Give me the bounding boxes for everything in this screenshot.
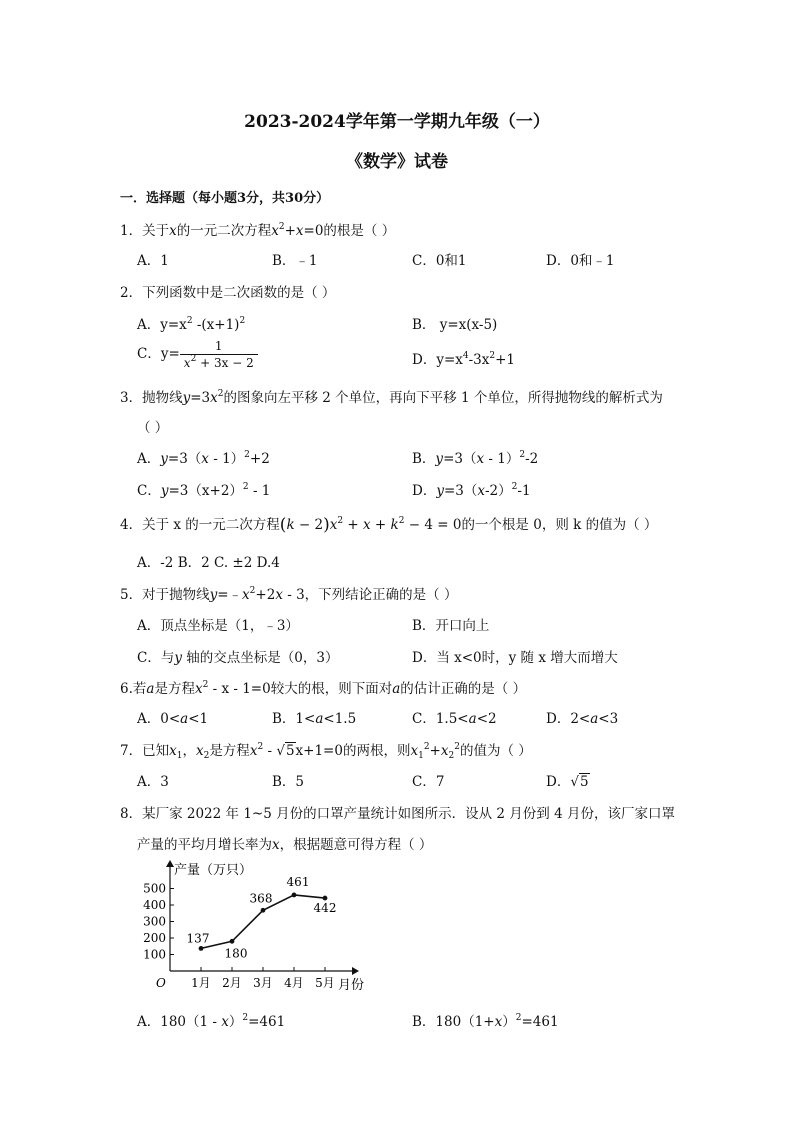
q2-option-a: A．$y=x^2$ $-(x+1)^2$ — [137, 316, 246, 333]
question-3-paren: （ ） — [137, 420, 169, 436]
data-point — [230, 939, 235, 944]
q7-option-b: B．5 — [272, 774, 305, 790]
q6-option-a: A．0<a<1 — [137, 711, 209, 727]
q1-option-d: D．0和﹣1 — [546, 253, 615, 269]
data-label: 180 — [224, 946, 248, 961]
x-tick-label: 3月 — [253, 976, 273, 990]
y-tick-label: 400 — [143, 898, 166, 912]
q1-option-b: B．﹣1 — [272, 253, 318, 269]
q3-option-c: C．$y=3(x+2)^2 - 1$ — [137, 482, 271, 499]
data-label: 368 — [249, 891, 273, 906]
q7-option-a: A．3 — [137, 774, 169, 790]
x-tick-label: 4月 — [284, 976, 304, 990]
question-6: 6.若a是方程$x^2 - x - 1=0$较大的根，则下面对a的估计正确的是（ ） — [120, 680, 527, 697]
data-label: 461 — [286, 874, 310, 889]
q7-option-c: C．7 — [412, 774, 445, 790]
q5-option-a: A．顶点坐标是（1，﹣3） — [137, 618, 299, 634]
y-tick-label: 200 — [143, 931, 166, 945]
q1-option-a: A．1 — [137, 253, 169, 269]
data-point — [323, 896, 328, 901]
question-8-line2: 产量的平均月增长率为x，根据题意可得方程（ ） — [137, 837, 433, 853]
q3-option-d: D．$y=3(x-2)^2-1$ — [412, 482, 531, 499]
q8-option-a: A．180（1 - x）$^2$=461 — [137, 1013, 286, 1030]
y-tick-label: 500 — [143, 881, 166, 896]
data-point — [261, 908, 266, 913]
data-point — [292, 893, 297, 898]
question-5: 5．对于抛物线$y=﹣x^2+2x - 3$，下列结论正确的是（ ） — [120, 586, 458, 603]
x-tick-label: 5月 — [315, 976, 335, 990]
y-tick-label: 100 — [143, 947, 166, 962]
q5-option-c: C．与y 轴的交点坐标是（0，3） — [137, 650, 339, 666]
x-tick-label: 2月 — [222, 976, 242, 990]
x-axis-label: 月份 — [338, 978, 365, 993]
data-label: 442 — [313, 901, 337, 916]
question-3: 3．抛物线$y=3x^2$的图象向左平移 2 个单位，再向下平移 1 个单位，所得抛物线的解析式为 — [120, 389, 663, 406]
data-label: 137 — [186, 931, 210, 946]
data-point — [199, 946, 204, 951]
question-1: 1．关于x的一元二次方程$x^2+x=0$的根是（ ） — [120, 222, 396, 239]
q8-option-b: B．$180(1+x)^2=461$ — [412, 1013, 559, 1030]
origin-label: O — [156, 976, 166, 990]
q2-option-b: B． y=x(x-5) — [412, 317, 498, 333]
q3-option-b: B．y=3（x - 1）$^2$-2 — [412, 450, 539, 467]
question-2: 2．下列函数中是二次函数的是（ ） — [120, 285, 336, 301]
y-axis-arrow — [166, 860, 174, 867]
fraction: $\frac{1}{x^2 + 3x - 2}$ — [180, 338, 258, 371]
question-8-line1: 8．某厂家 2022 年 1~5 月份的口罩产量统计如图所示．设从 2 月份到 4 月份，该厂家口罩 — [120, 806, 675, 822]
exam-subtitle: 《数学》试卷 — [346, 152, 448, 172]
q1-option-c: C．0和1 — [412, 253, 467, 269]
y-tick-label: 300 — [143, 914, 166, 929]
question-7: 7．已知$x_1$，$x_2$是方程$x^2 - √5x+1=0$的两根，则$x_1^2+x_2^2$的值为（ ） — [120, 742, 532, 761]
q7-option-d: D．√5 — [546, 774, 589, 790]
q6-option-c: C．1.5<a<2 — [412, 711, 497, 727]
q2-option-c: C．y= $\frac{1}{x^2 + 3x - 2}$ — [137, 338, 258, 371]
q5-option-b: B．开口向上 — [412, 618, 490, 634]
q4-options: A．-2 B．2 C. ±2 D.4 — [137, 555, 280, 571]
production-line-chart — [130, 858, 380, 998]
question-4: 4．关于 x 的一元二次方程$(k - 2)x^2 + x + k^2 - 4 = 0$的一个根是 0，则 k 的值为（ ） — [120, 515, 658, 535]
q6-option-b: B．1<a<1.5 — [272, 711, 357, 727]
q2-option-d: D．$y=x^4-3x^2+1$ — [412, 351, 516, 368]
q3-option-a: A．y=3（x - 1）$^2$+2 — [137, 450, 270, 467]
q6-option-d: D．2<a<3 — [546, 711, 619, 727]
section-heading: 一．选择题（每小题3分，共30分） — [120, 191, 330, 206]
exam-title: 2023-2024学年第一学期九年级（一） — [244, 112, 550, 132]
x-tick-label: 1月 — [191, 976, 211, 990]
y-axis-label: 产量（万只） — [174, 863, 253, 878]
x-axis-arrow — [352, 967, 359, 975]
q5-option-d: D．当 x<0时，y 随 x 增大而增大 — [412, 650, 618, 666]
